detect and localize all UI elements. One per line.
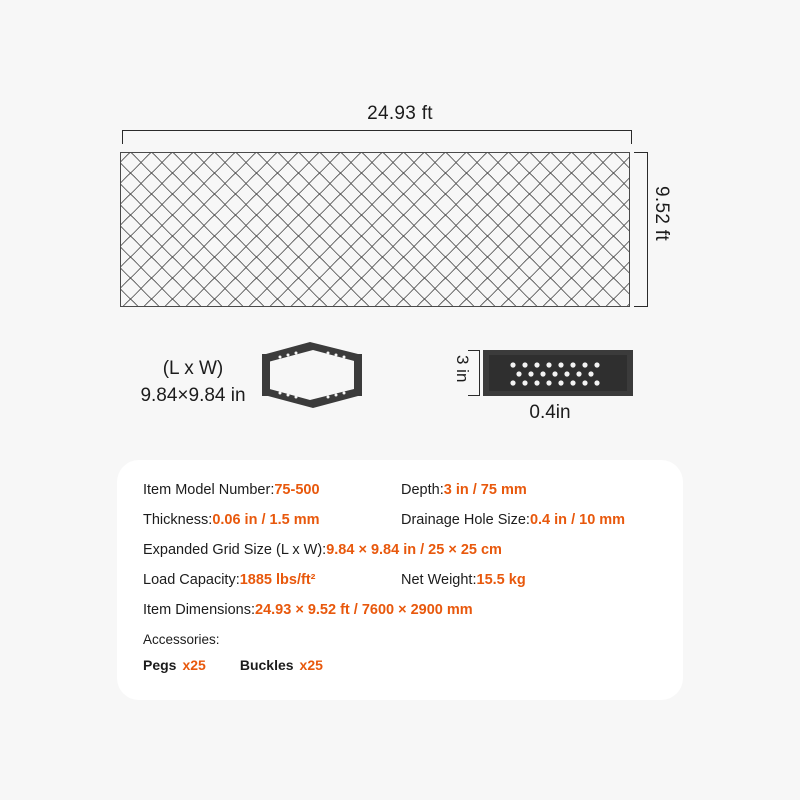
accessories-list — [143, 657, 357, 673]
spec-label: Thickness: — [143, 512, 213, 528]
spec-value: 3 in / 75 mm — [443, 482, 527, 498]
spec-label: Depth: — [401, 482, 444, 498]
accessory-quantity: x25 — [299, 657, 323, 673]
spec-value: 9.84 × 9.84 in / 25 × 25 cm — [326, 542, 502, 558]
spec-value: 1885 lbs/ft² — [239, 572, 316, 588]
spec-value: 0.06 in / 1.5 mm — [212, 512, 320, 528]
accessories-title: Accessories: — [143, 632, 220, 647]
spec-label: Net Weight: — [401, 572, 477, 588]
spec-item — [401, 482, 527, 498]
spec-item — [143, 512, 401, 528]
accessory-name: Pegs — [143, 657, 177, 673]
grid-cell-dimension-line1: (L x W) — [162, 358, 224, 379]
spec-label: Item Model Number: — [143, 482, 275, 498]
spec-label: Expanded Grid Size (L x W): — [143, 542, 327, 558]
spec-item — [401, 512, 625, 528]
accessory-quantity: x25 — [182, 657, 206, 673]
spec-value: 0.4 in / 10 mm — [529, 512, 626, 528]
spec-list — [143, 482, 661, 632]
height-dimension-label: 9.52 ft — [651, 186, 672, 241]
depth-dimension-label: 3 in — [453, 355, 472, 383]
spec-value: 15.5 kg — [476, 572, 526, 588]
list-item — [240, 657, 323, 673]
accessories-section — [143, 632, 357, 673]
spec-item — [143, 572, 401, 588]
spec-row — [143, 512, 661, 542]
spec-row — [143, 602, 661, 632]
specifications-card — [117, 460, 683, 700]
grid-cell-illustration — [258, 340, 368, 410]
spec-item — [143, 602, 473, 618]
spec-item — [143, 542, 502, 558]
geogrid-mesh-illustration — [120, 152, 630, 307]
width-dimension-bracket — [122, 130, 632, 144]
width-dimension-label: 24.93 ft — [367, 103, 433, 124]
spec-row — [143, 482, 661, 512]
spec-item — [401, 572, 526, 588]
spec-value: 24.93 × 9.52 ft / 7600 × 2900 mm — [255, 602, 473, 618]
height-dimension-bracket — [634, 152, 648, 307]
grid-cell-dimension-line2: 9.84×9.84 in — [140, 385, 246, 406]
spec-value: 75-500 — [274, 482, 320, 498]
spec-label: Drainage Hole Size: — [401, 512, 530, 528]
drainage-hole-dimension-label: 0.4in — [529, 402, 571, 423]
spec-label: Load Capacity: — [143, 572, 240, 588]
list-item — [143, 657, 206, 673]
spec-label: Item Dimensions: — [143, 602, 256, 618]
accessory-name: Buckles — [239, 657, 294, 673]
spec-row — [143, 572, 661, 602]
spec-item — [143, 482, 401, 498]
grid-cell-dimension-label — [128, 355, 258, 409]
cell-wall-illustration — [483, 350, 633, 396]
spec-row — [143, 542, 661, 572]
